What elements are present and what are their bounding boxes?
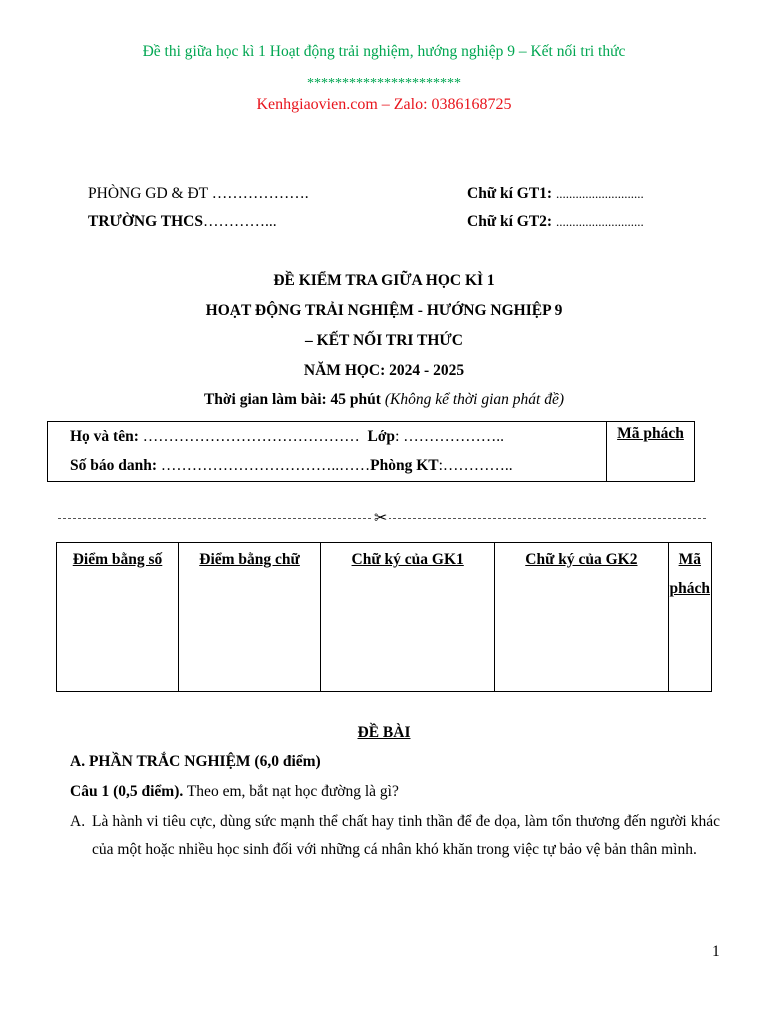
sign2-line: [467, 213, 644, 231]
section-a-title: A. PHẦN TRẮC NGHIỆM (6,0 điểm): [70, 753, 321, 770]
score-header-number-label: Điểm bằng số: [72, 551, 163, 568]
score-header-words-label: Điểm bằng chữ: [199, 551, 300, 568]
dept-line: [88, 185, 309, 203]
sbd-row: [70, 451, 606, 480]
exam-title-2: HOẠT ĐỘNG TRẢI NGHIỆM - HƯỚNG NGHIỆP 9: [205, 302, 563, 319]
exam-title-3: – KẾT NỐI TRI THỨC: [305, 332, 463, 349]
exam-year: NĂM HỌC: 2024 - 2025: [303, 362, 465, 379]
score-header-code: [668, 543, 711, 692]
score-header-gk2-label: Chữ ký của GK2: [525, 551, 638, 568]
name-field[interactable]: ……………………………………: [142, 428, 360, 445]
sign1-label: Chữ kí GT1:: [467, 185, 553, 202]
score-header-number: [57, 543, 179, 692]
sbd-field[interactable]: ……………………………..……: [160, 457, 371, 474]
questions-heading: ĐỀ BÀI: [357, 724, 411, 741]
option-a-text: Là hành vi tiêu cực, dùng sức mạnh thể chất hay tinh thần để đe dọa, làm tổn thương đến người khác của một hoặc nhiều học sinh đối với những cá nhân khó khăn trong việc tự bảo vệ bản thân mình.: [92, 813, 720, 858]
question-1-option-a: [70, 808, 720, 864]
sign1-line: [467, 185, 644, 203]
code-cell: [607, 422, 695, 482]
question-1-label: Câu 1 (0,5 điểm).: [70, 783, 184, 800]
watermark-site: Kenhgiaovien.com – Zalo: 0386168725: [256, 96, 512, 113]
watermark-stars: **********************: [307, 76, 461, 91]
page-number: 1: [712, 943, 720, 960]
dept-label: PHÒNG GD & ĐT: [88, 185, 208, 202]
sign2-label: Chữ kí GT2:: [467, 213, 553, 230]
score-header-gk1: [321, 543, 495, 692]
score-header-code-label: Mã phách: [669, 551, 711, 597]
name-row: [70, 422, 606, 451]
name-label: Họ và tên:: [70, 428, 139, 445]
school-dots: …………...: [202, 213, 277, 230]
score-table: [56, 542, 712, 692]
code-label: Mã phách: [617, 425, 684, 442]
dept-dots: ……………….: [211, 185, 309, 202]
room-label: Phòng KT: [370, 457, 439, 474]
question-1-text: Theo em, bắt nạt học đường là gì?: [186, 783, 399, 800]
score-header-gk1-label: Chữ ký của GK1: [351, 551, 464, 568]
exam-time: [0, 391, 768, 409]
question-1: [70, 783, 399, 801]
exam-time-label: Thời gian làm bài: 45 phút: [203, 391, 381, 408]
exam-title-1: ĐỀ KIỂM TRA GIỮA HỌC KÌ 1: [273, 272, 495, 289]
scissors-icon: ✂: [374, 508, 388, 527]
exam-time-note: (Không kể thời gian phát đề): [384, 391, 565, 408]
school-label: TRƯỜNG THCS: [88, 213, 203, 230]
student-info-box: [47, 421, 695, 482]
student-info-fields: [48, 422, 607, 482]
watermark-title: Đề thi giữa học kì 1 Hoạt động trải nghiệm, hướng nghiệp 9 – Kết nối tri thức: [142, 43, 626, 60]
school-line: [88, 213, 277, 231]
sign2-dots: ...........................: [555, 214, 644, 229]
score-header-words: [179, 543, 321, 692]
class-field[interactable]: : ………………..: [395, 428, 504, 445]
sign1-dots: ...........................: [555, 186, 644, 201]
room-field[interactable]: :…………..: [438, 457, 513, 474]
score-header-gk2: [495, 543, 668, 692]
option-a-letter: A.: [70, 813, 86, 830]
class-label: Lớp: [367, 428, 396, 445]
sbd-label: Số báo danh:: [70, 457, 158, 474]
